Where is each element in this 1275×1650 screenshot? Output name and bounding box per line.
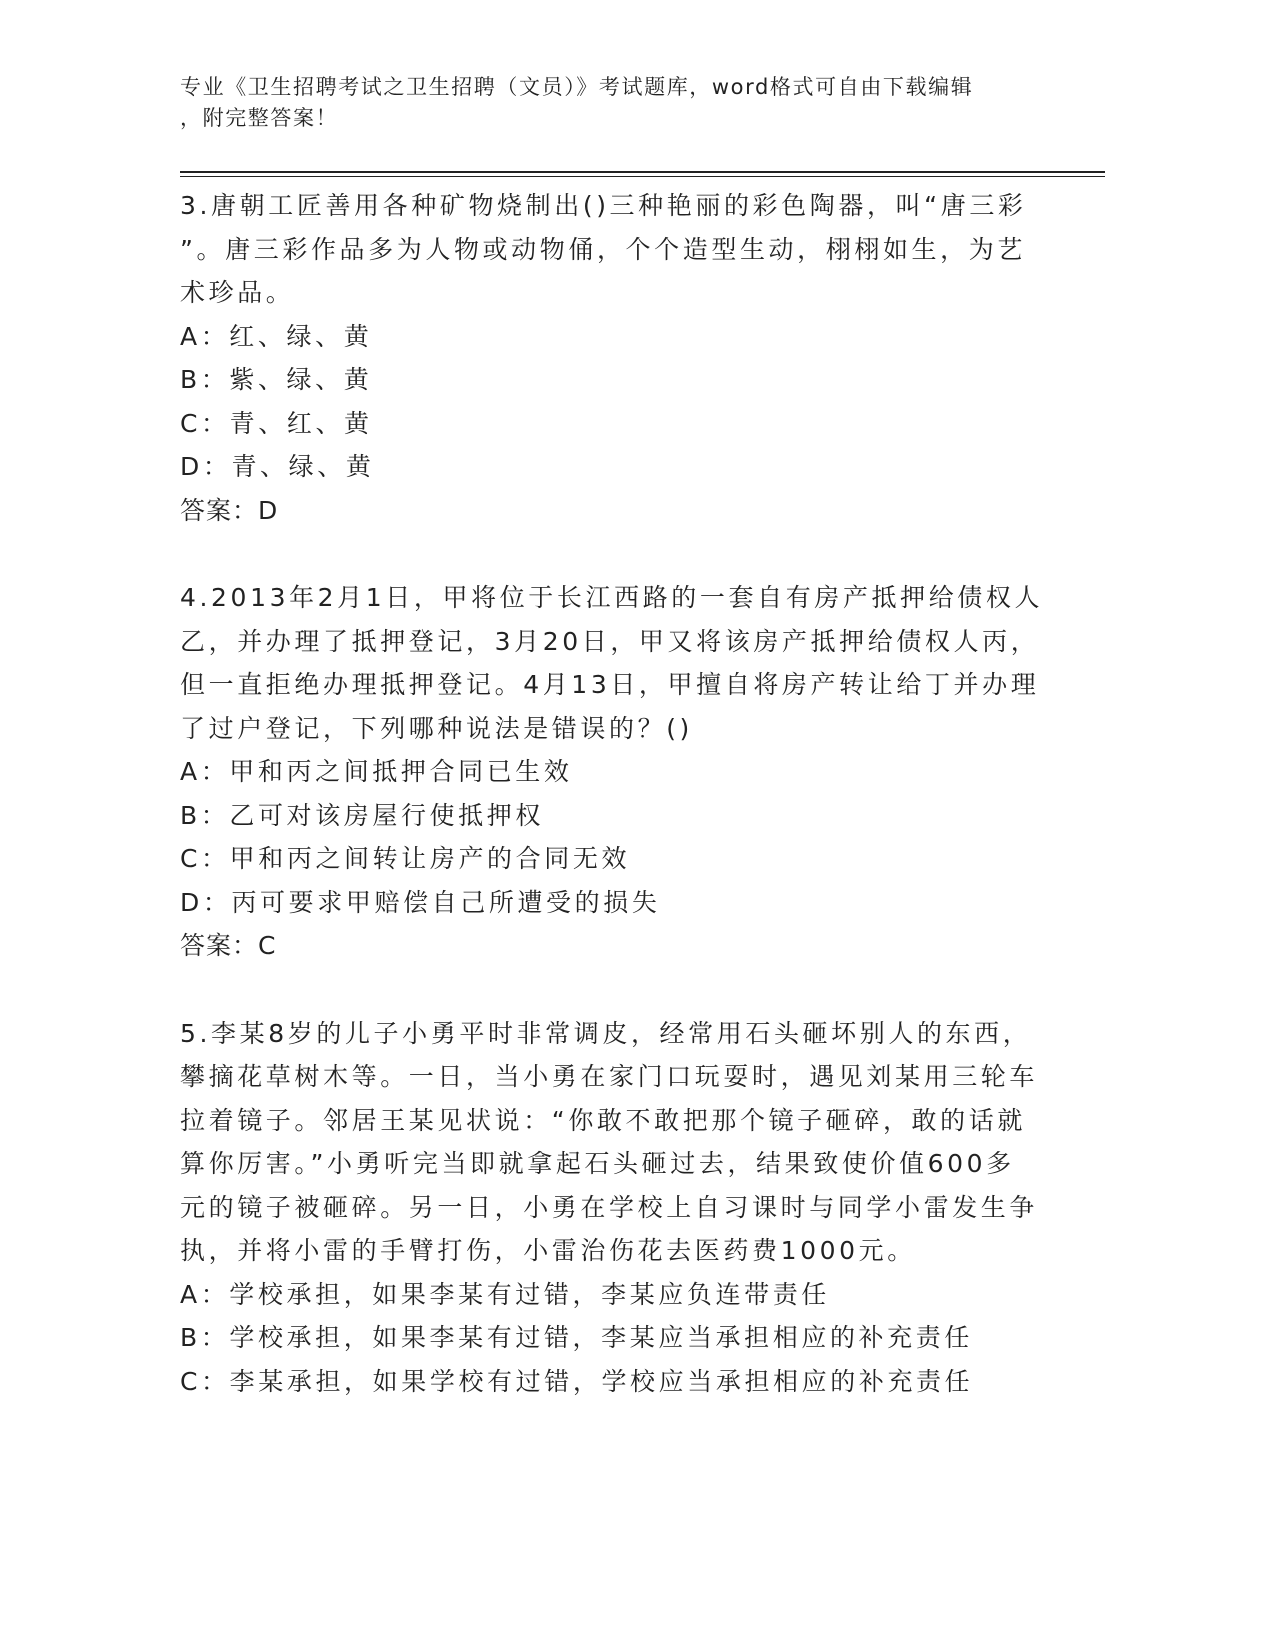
stem-line: 4.2013年2月1日，甲将位于长江西路的一套自有房产抵押给债权人: [180, 583, 1044, 612]
question-4: [180, 576, 1060, 968]
question-stem: [180, 576, 1060, 750]
question-stem: [180, 1012, 1060, 1273]
stem-line: 元的镜子被砸碎。另一日，小勇在学校上自习课时与同学小雷发生争: [180, 1192, 1039, 1222]
option-b: B：学校承担，如果李某有过错，李某应当承担相应的补充责任: [180, 1323, 973, 1352]
stem-line: 乙，并办理了抵押登记，3月20日，甲又将该房产抵押给债权人丙，: [180, 626, 1040, 656]
option-c: C：李某承担，如果学校有过错，学校应当承担相应的补充责任: [180, 1366, 974, 1396]
stem-line: 术珍品。: [180, 278, 295, 307]
header-line-1: 专业《卫生招聘考试之卫生招聘（文员）》考试题库，word格式可自由下载编辑: [180, 75, 974, 99]
document-header: [180, 72, 1040, 134]
stem-line: 算你厉害。”小勇听完当即就拿起石头砸过去，结果致使价值600多: [180, 1149, 1015, 1178]
option-c: C：青、红、黄: [180, 408, 373, 438]
option-a: A：红、绿、黄: [180, 321, 373, 351]
option-a: A：甲和丙之间抵押合同已生效: [180, 757, 573, 786]
option-d: D：青、绿、黄: [180, 452, 375, 481]
option-d: D：丙可要求甲赔偿自己所遭受的损失: [180, 887, 661, 917]
header-line-2: ，附完整答案！: [180, 106, 339, 130]
answer-line: 答案：C: [180, 931, 277, 960]
stem-line: 拉着镜子。邻居王某见状说：“你敢不敢把那个镜子砸碎，敢的话就: [180, 1105, 1026, 1135]
stem-line: 执，并将小雷的手臂打伤，小雷治伤花去医药费1000元。: [180, 1236, 916, 1265]
question-list: [180, 184, 1060, 1447]
header-divider-thick: [180, 171, 1105, 173]
question-5: [180, 1012, 1060, 1404]
stem-line: ”。唐三彩作品多为人物或动物俑，个个造型生动，栩栩如生，为艺: [180, 234, 1026, 264]
question-stem: [180, 184, 1060, 315]
stem-line: 3.唐朝工匠善用各种矿物烧制出()三种艳丽的彩色陶器，叫“唐三彩: [180, 191, 1027, 220]
stem-line: 但一直拒绝办理抵押登记。4月13日，甲擅自将房产转让给丁并办理: [180, 670, 1040, 699]
option-b: B：紫、绿、黄: [180, 365, 373, 394]
stem-line: 攀摘花草树木等。一日，当小勇在家门口玩耍时，遇见刘某用三轮车: [180, 1062, 1039, 1091]
option-a: A：学校承担，如果李某有过错，李某应负连带责任: [180, 1279, 830, 1309]
option-c: C：甲和丙之间转让房产的合同无效: [180, 844, 631, 873]
answer-line: 答案：D: [180, 495, 279, 525]
question-3: [180, 184, 1060, 532]
header-divider-thin: [180, 176, 1105, 177]
stem-line: 了过户登记，下列哪种说法是错误的？(): [180, 713, 693, 743]
stem-line: 5.李某8岁的儿子小勇平时非常调皮，经常用石头砸坏别人的东西，: [180, 1018, 1032, 1048]
option-b: B：乙可对该房屋行使抵押权: [180, 800, 544, 830]
